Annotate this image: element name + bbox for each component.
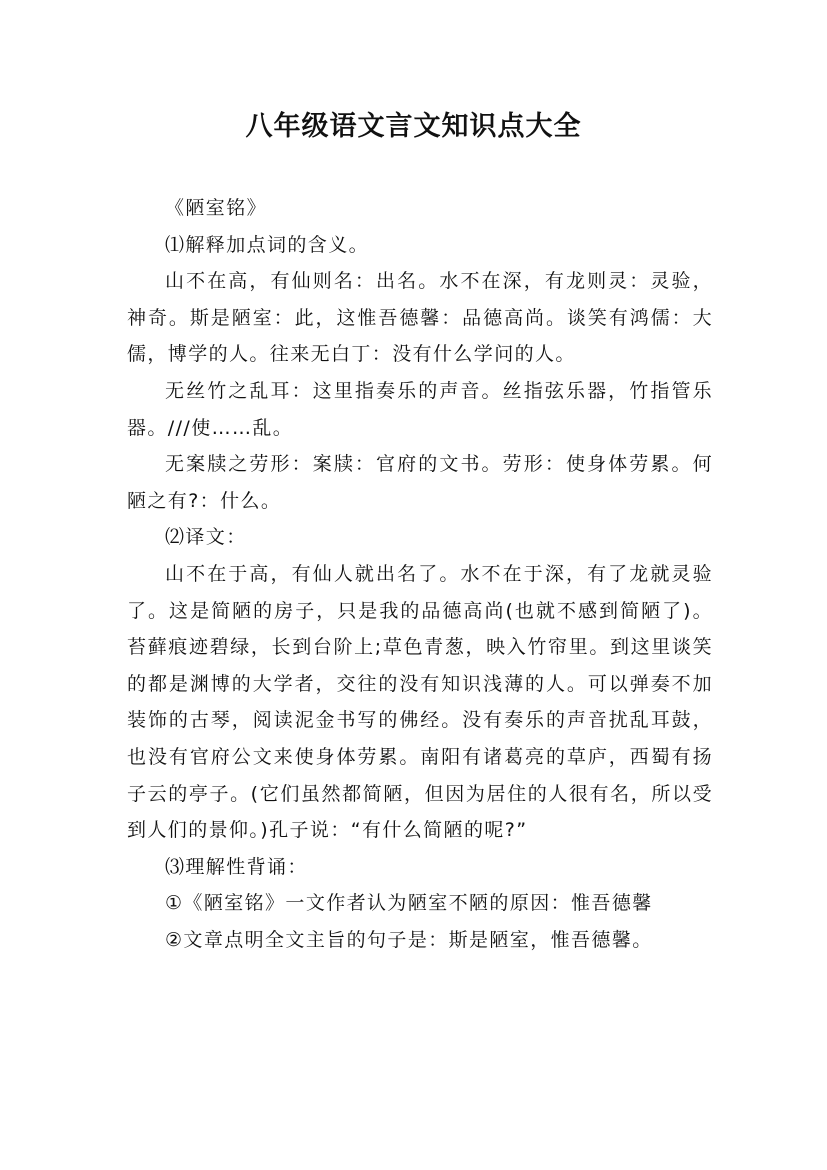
paragraph: 山不在高，有仙则名：出名。水不在深，有龙则灵：灵验，神奇。斯是陋室：此，这惟吾德馨：品德高尚。谈笑有鸿儒：大儒，博学的人。往来无白丁：没有什么学问的人。: [127, 270, 713, 366]
paragraph: ⑴解释加点词的含义。: [165, 233, 370, 256]
paragraph: ⑶理解性背诵：: [165, 855, 308, 878]
document-body: [127, 190, 713, 958]
paragraph: 无案牍之劳形：案牍：官府的文书。劳形：使身体劳累。何陋之有?：什么。: [127, 453, 713, 512]
section-heading: 《陋室铭》: [165, 197, 268, 219]
paragraph: ②文章点明全文主旨的句子是：斯是陋室，惟吾德馨。: [165, 928, 653, 951]
document-title: 八年级语文言文知识点大全: [245, 111, 582, 142]
paragraph: 山不在于高，有仙人就出名了。水不在于深，有了龙就灵验了。这是简陋的房子，只是我的品德高尚(也就不感到简陋了)。苔藓痕迹碧绿，长到台阶上;草色青葱，映入竹帘里。到这里谈笑的都是渊博的大学者，交往的没有知识浅薄的人。可以弹奏不加装饰的古琴，阅读泥金书写的佛经。没有奏乐的声音扰乱耳鼓，也没有官府公文来使身体劳累。南阳有诸葛亮的草庐，西蜀有扬子云的亭子。(它们虽然都简陋，但因为居住的人很有名，所以受到人们的景仰。)孔子说：“有什么简陋的呢?”: [127, 562, 713, 842]
paragraph: ⑵译文：: [165, 526, 247, 549]
paragraph: ①《陋室铭》一文作者认为陋室不陋的原因：惟吾德馨: [165, 892, 653, 915]
paragraph: 无丝竹之乱耳：这里指奏乐的声音。丝指弦乐器，竹指管乐器。///使……乱。: [127, 379, 713, 439]
